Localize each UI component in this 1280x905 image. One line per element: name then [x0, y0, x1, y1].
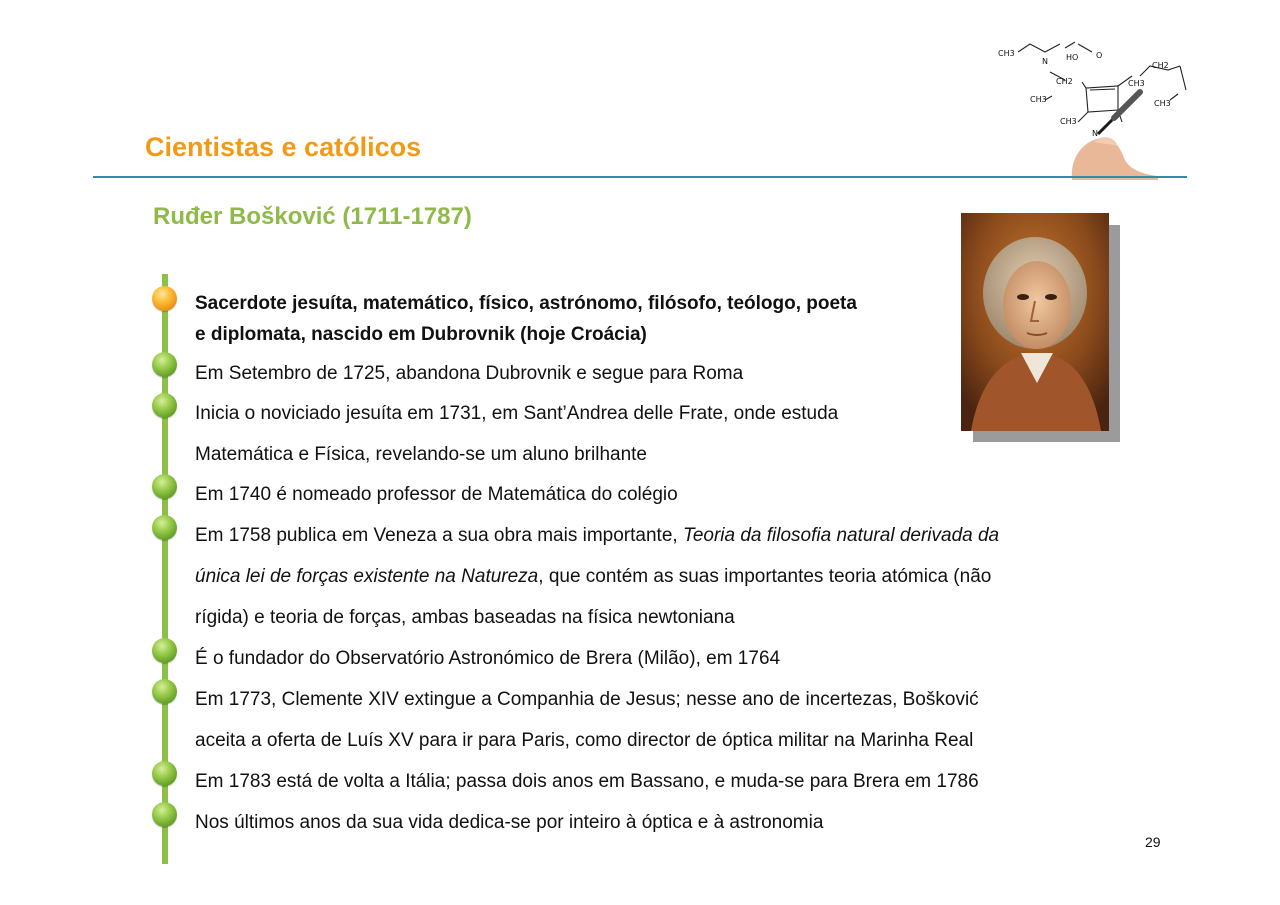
bio-line: Sacerdote jesuíta, matemático, físico, astrónomo, filósofo, teólogo, poeta: [195, 293, 857, 314]
chem-label: CH3: [1060, 117, 1077, 126]
bio-line: Em Setembro de 1725, abandona Dubrovnik e segue para Roma: [195, 363, 744, 384]
timeline-bullet: [152, 679, 177, 704]
bio-line: É o fundador do Observatório Astronómico de Brera (Milão), em 1764: [195, 648, 781, 669]
book-title: Teoria da filosofia natural derivada da: [682, 525, 1000, 546]
timeline-bullet: [152, 393, 177, 418]
bio-line: Em 1740 é nomeado professor de Matemática do colégio: [195, 484, 678, 505]
title-divider: [93, 176, 1187, 178]
timeline-bullet: [152, 761, 177, 786]
bio-line: [195, 565, 991, 589]
bio-line: Matemática e Física, revelando-se um aluno brilhante: [195, 444, 648, 465]
timeline-bullet: [152, 802, 177, 827]
bio-line: aceita a oferta de Luís XV para ir para Paris, como director de óptica militar na Marinha Real: [195, 730, 974, 751]
chem-label: HO: [1066, 53, 1079, 62]
chem-label: CH2: [1056, 77, 1073, 86]
bio-line-text: Em 1758 publica em Veneza a sua obra mais importante,: [195, 525, 683, 546]
chem-label: N: [1042, 57, 1048, 66]
bio-line: Inicia o noviciado jesuíta em 1731, em Sant’Andrea delle Frate, onde estuda: [195, 403, 839, 424]
chem-label: CH3: [1030, 95, 1047, 104]
bio-line: [195, 524, 999, 548]
bio-line: Nos últimos anos da sua vida dedica-se por inteiro à óptica e à astronomia: [195, 812, 824, 833]
bio-line: rígida) e teoria de forças, ambas baseadas na física newtoniana: [195, 607, 735, 628]
bio-line: Em 1773, Clemente XIV extingue a Companhia de Jesus; nesse ano de incertezas, Bošković: [195, 689, 979, 710]
timeline-bullet-orange: [152, 286, 177, 311]
page-number: 29: [1145, 834, 1161, 850]
timeline-bullet: [152, 638, 177, 663]
chem-label: N: [1092, 129, 1098, 138]
chem-label: CH3: [1128, 79, 1145, 88]
chem-label: CH2: [1152, 61, 1169, 70]
bio-line: e diplomata, nascido em Dubrovnik (hoje Croácia): [195, 324, 647, 345]
chem-label: CH3: [998, 49, 1015, 58]
timeline-bullet: [152, 515, 177, 540]
chem-label: CH3: [1154, 99, 1171, 108]
chemical-formula-illustration: [990, 38, 1200, 180]
bio-line: Em 1783 está de volta a Itália; passa dois anos em Bassano, e muda-se para Brera em 1786: [195, 771, 979, 792]
timeline-bullet: [152, 352, 177, 377]
timeline-bullet: [152, 474, 177, 499]
hand-with-pen-icon: [1072, 92, 1158, 180]
slide-subtitle: Ruđer Bošković (1711-1787): [153, 203, 472, 230]
portrait-image: [961, 213, 1109, 431]
book-title: única lei de forças existente na Natureza: [195, 566, 539, 587]
chem-label: O: [1096, 51, 1103, 60]
bio-line-text: , que contém as suas importantes teoria atómica (não: [538, 566, 992, 587]
slide-title: Cientistas e católicos: [145, 132, 422, 162]
